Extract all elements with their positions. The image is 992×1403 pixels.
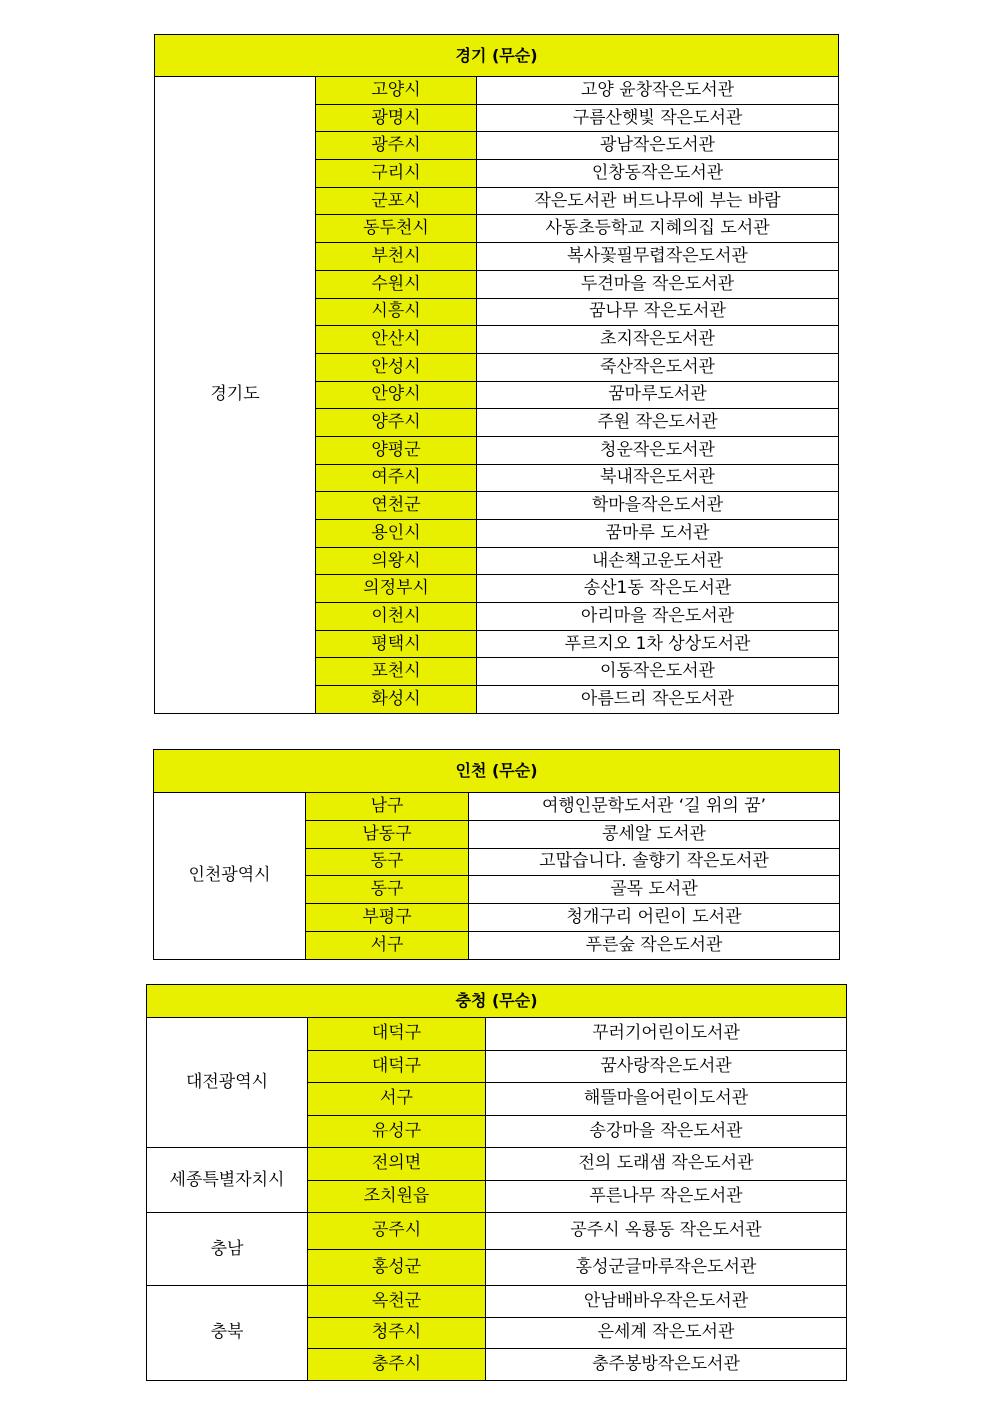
province-cell: 인천광역시 bbox=[154, 793, 306, 960]
city-cell: 부천시 bbox=[316, 243, 477, 271]
library-cell: 꾸러기어린이도서관 bbox=[486, 1018, 847, 1051]
city-cell: 전의면 bbox=[308, 1148, 486, 1181]
city-cell: 서구 bbox=[306, 931, 469, 959]
library-cell: 주원 작은도서관 bbox=[477, 409, 839, 437]
city-cell: 안양시 bbox=[316, 381, 477, 409]
library-cell: 전의 도래샘 작은도서관 bbox=[486, 1148, 847, 1181]
city-cell: 안성시 bbox=[316, 353, 477, 381]
library-cell: 고맙습니다. 솔향기 작은도서관 bbox=[469, 848, 840, 876]
library-cell: 고양 윤창작은도서관 bbox=[477, 77, 839, 105]
library-cell: 해뜰마을어린이도서관 bbox=[486, 1083, 847, 1116]
city-cell: 이천시 bbox=[316, 603, 477, 631]
city-cell: 의정부시 bbox=[316, 575, 477, 603]
city-cell: 양주시 bbox=[316, 409, 477, 437]
table-row bbox=[147, 1018, 847, 1051]
library-cell: 꿈사랑작은도서관 bbox=[486, 1050, 847, 1083]
library-cell: 구름산햇빛 작은도서관 bbox=[477, 104, 839, 132]
city-cell: 충주시 bbox=[308, 1349, 486, 1381]
city-cell: 여주시 bbox=[316, 464, 477, 492]
province-cell: 충남 bbox=[147, 1213, 308, 1286]
city-cell: 홍성군 bbox=[308, 1249, 486, 1286]
city-cell: 대덕구 bbox=[308, 1018, 486, 1051]
city-cell: 남동구 bbox=[306, 820, 469, 848]
city-cell: 대덕구 bbox=[308, 1050, 486, 1083]
city-cell: 연천군 bbox=[316, 492, 477, 520]
library-cell: 푸르지오 1차 상상도서관 bbox=[477, 630, 839, 658]
library-cell: 작은도서관 버드나무에 부는 바람 bbox=[477, 187, 839, 215]
city-cell: 양평군 bbox=[316, 436, 477, 464]
library-cell: 골목 도서관 bbox=[469, 876, 840, 904]
library-cell: 광남작은도서관 bbox=[477, 132, 839, 160]
library-cell: 아리마을 작은도서관 bbox=[477, 603, 839, 631]
library-cell: 초지작은도서관 bbox=[477, 326, 839, 354]
table-row bbox=[147, 1148, 847, 1181]
city-cell: 고양시 bbox=[316, 77, 477, 105]
city-cell: 평택시 bbox=[316, 630, 477, 658]
city-cell: 광명시 bbox=[316, 104, 477, 132]
city-cell: 옥천군 bbox=[308, 1286, 486, 1318]
library-cell: 여행인문학도서관 ‘길 위의 꿈’ bbox=[469, 793, 840, 821]
city-cell: 동구 bbox=[306, 848, 469, 876]
city-cell: 공주시 bbox=[308, 1213, 486, 1250]
table-row bbox=[147, 1286, 847, 1318]
library-cell: 복사꽃필무렵작은도서관 bbox=[477, 243, 839, 271]
city-cell: 용인시 bbox=[316, 520, 477, 548]
province-cell: 충북 bbox=[147, 1286, 308, 1381]
chungcheong-table bbox=[146, 984, 847, 1381]
library-cell: 청운작은도서관 bbox=[477, 436, 839, 464]
table-row bbox=[155, 77, 839, 105]
library-cell: 학마을작은도서관 bbox=[477, 492, 839, 520]
library-cell: 꿈마루 도서관 bbox=[477, 520, 839, 548]
city-cell: 군포시 bbox=[316, 187, 477, 215]
library-cell: 충주봉방작은도서관 bbox=[486, 1349, 847, 1381]
city-cell: 수원시 bbox=[316, 270, 477, 298]
library-cell: 푸른숲 작은도서관 bbox=[469, 931, 840, 959]
city-cell: 남구 bbox=[306, 793, 469, 821]
library-cell: 아름드리 작은도서관 bbox=[477, 686, 839, 714]
city-cell: 시흥시 bbox=[316, 298, 477, 326]
city-cell: 동구 bbox=[306, 876, 469, 904]
library-cell: 콩세알 도서관 bbox=[469, 820, 840, 848]
city-cell: 조치원읍 bbox=[308, 1180, 486, 1213]
city-cell: 광주시 bbox=[316, 132, 477, 160]
table-row bbox=[154, 793, 840, 821]
library-cell: 송강마을 작은도서관 bbox=[486, 1115, 847, 1148]
city-cell: 포천시 bbox=[316, 658, 477, 686]
city-cell: 청주시 bbox=[308, 1317, 486, 1349]
city-cell: 서구 bbox=[308, 1083, 486, 1116]
city-cell: 의왕시 bbox=[316, 547, 477, 575]
table-row bbox=[147, 1213, 847, 1250]
library-cell: 사동초등학교 지혜의집 도서관 bbox=[477, 215, 839, 243]
library-cell: 북내작은도서관 bbox=[477, 464, 839, 492]
library-cell: 은세계 작은도서관 bbox=[486, 1317, 847, 1349]
city-cell: 구리시 bbox=[316, 160, 477, 188]
library-cell: 청개구리 어린이 도서관 bbox=[469, 904, 840, 932]
library-cell: 이동작은도서관 bbox=[477, 658, 839, 686]
city-cell: 동두천시 bbox=[316, 215, 477, 243]
library-cell: 내손책고운도서관 bbox=[477, 547, 839, 575]
province-cell: 대전광역시 bbox=[147, 1018, 308, 1148]
chungcheong-title: 충청 (무순) bbox=[147, 985, 847, 1018]
gyeonggi-table bbox=[154, 34, 839, 714]
library-cell: 두견마을 작은도서관 bbox=[477, 270, 839, 298]
library-cell: 꿈나무 작은도서관 bbox=[477, 298, 839, 326]
incheon-table bbox=[153, 749, 840, 960]
gyeonggi-title: 경기 (무순) bbox=[155, 35, 839, 77]
city-cell: 화성시 bbox=[316, 686, 477, 714]
city-cell: 유성구 bbox=[308, 1115, 486, 1148]
province-cell: 세종특별자치시 bbox=[147, 1148, 308, 1213]
library-cell: 안남배바우작은도서관 bbox=[486, 1286, 847, 1318]
library-cell: 홍성군글마루작은도서관 bbox=[486, 1249, 847, 1286]
city-cell: 부평구 bbox=[306, 904, 469, 932]
incheon-title: 인천 (무순) bbox=[154, 750, 840, 793]
library-cell: 인창동작은도서관 bbox=[477, 160, 839, 188]
library-cell: 공주시 옥룡동 작은도서관 bbox=[486, 1213, 847, 1250]
library-cell: 송산1동 작은도서관 bbox=[477, 575, 839, 603]
library-cell: 꿈마루도서관 bbox=[477, 381, 839, 409]
library-cell: 푸른나무 작은도서관 bbox=[486, 1180, 847, 1213]
city-cell: 안산시 bbox=[316, 326, 477, 354]
province-cell: 경기도 bbox=[155, 77, 316, 714]
library-cell: 죽산작은도서관 bbox=[477, 353, 839, 381]
